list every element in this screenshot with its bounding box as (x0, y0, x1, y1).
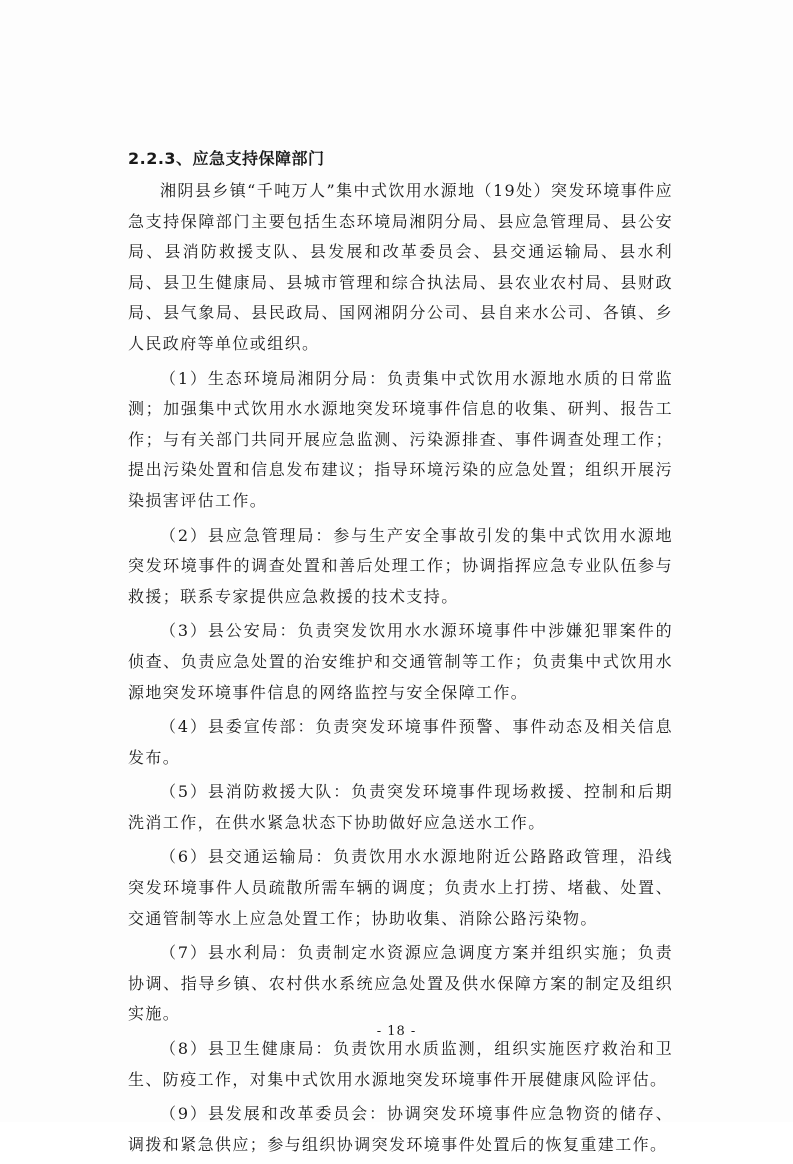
document-body (128, 176, 673, 1164)
page-number: - 18 - (376, 1024, 417, 1039)
paragraph-item-9: （9）县发展和改革委员会：协调突发环境事件应急物资的储存、调拨和紧急供应；参与组织协调突发环境事件处置后的恢复重建工作。 (128, 1104, 673, 1154)
paragraph-item-4: （4）县委宣传部：负责突发环境事件预警、事件动态及相关信息发布。 (128, 717, 673, 767)
intro-paragraph: 湘阴县乡镇“千吨万人”集中式饮用水源地（19处）突发环境事件应急支持保障部门主要包括生态环境局湘阴分局、县应急管理局、县公安局、县消防救援支队、县发展和改革委员会、县交通运输局、县水利局、县卫生健康局、县城市管理和综合执法局、县农业农村局、县财政局、县气象局、县民政局、国网湘阴分公司、县自来水公司、各镇、乡人民政府等单位或组织。 (128, 181, 673, 353)
paragraph-item-5: （5）县消防救援大队：负责突发环境事件现场救援、控制和后期洗消工作，在供水紧急状态下协助做好应急送水工作。 (128, 782, 673, 832)
paragraph-item-6: （6）县交通运输局：负责饮用水水源地附近公路路政管理，沿线突发环境事件人员疏散所需车辆的调度；负责水上打捞、堵截、处置、交通管制等水上应急处置工作；协助收集、消除公路污染物。 (128, 847, 673, 928)
section-heading: 2.2.3、应急支持保障部门 (128, 149, 325, 168)
paragraph-item-3: （3）县公安局：负责突发饮用水水源环境事件中涉嫌犯罪案件的侦查、负责应急处置的治安维护和交通管制等工作；负责集中式饮用水源地突发环境事件信息的网络监控与安全保障工作。 (128, 621, 673, 702)
paragraph-item-1: （1）生态环境局湘阴分局：负责集中式饮用水源地水质的日常监测；加强集中式饮用水水源地突发环境事件信息的收集、研判、报告工作；与有关部门共同开展应急监测、污染源排查、事件调查处理工作；提出污染处置和信息发布建议；指导环境污染的应急处置；组织开展污染损害评估工作。 (128, 368, 673, 510)
paragraph-item-7: （7）县水利局：负责制定水资源应急调度方案并组织实施；负责协调、指导乡镇、农村供水系统应急处置及供水保障方案的制定及组织实施。 (128, 943, 673, 1024)
paragraph-item-2: （2）县应急管理局：参与生产安全事故引发的集中式饮用水源地突发环境事件的调查处置和善后处理工作；协调指挥应急专业队伍参与救援；联系专家提供应急救援的技术支持。 (128, 525, 673, 606)
paragraph-item-8: （8）县卫生健康局：负责饮用水质监测，组织实施医疗救治和卫生、防疫工作，对集中式饮用水源地突发环境事件开展健康风险评估。 (128, 1039, 673, 1089)
